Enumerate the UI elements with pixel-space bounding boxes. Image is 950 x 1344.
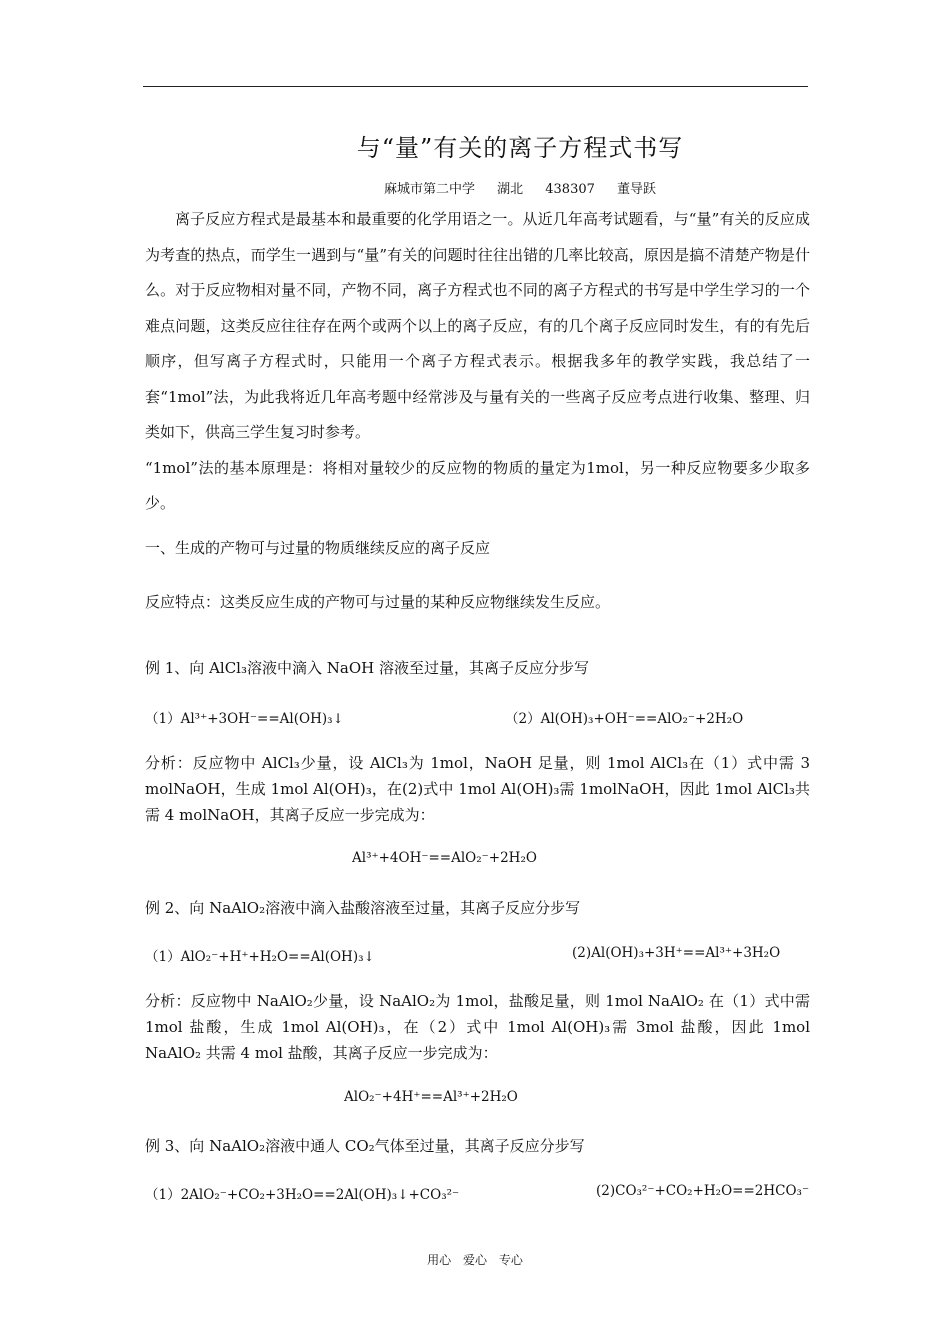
intro-block [145,202,810,522]
principle-paragraph: “1mol”法的基本原理是：将相对量较少的反应物的物质的量定为1mol，另一种反应物要多少取多少。 [145,458,810,512]
byline-school: 麻城市第二中学 [383,182,475,197]
byline-postcode: 438307 [545,182,595,197]
example2-step2: (2)Al(OH)₃+3H⁺==Al³⁺+3H₂O [572,945,781,961]
section1-heading: 一、生成的产物可与过量的物质继续反应的离子反应 [145,539,491,557]
footer-item: 用心 [427,1253,452,1267]
page-footer [0,1251,950,1268]
page-title: 与“量”有关的离子方程式书写 [356,134,684,162]
header-rule [143,86,808,87]
example3-step2: (2)CO₃²⁻+CO₂+H₂O==2HCO₃⁻ [596,1183,810,1199]
example1-analysis: 分析：反应物中 AlCl₃少量，设 AlCl₃为 1mol，NaOH 足量，则 1mol AlCl₃在（1）式中需 3 molNaOH，生成 1mol Al(OH)₃，在(2)式中 1mol Al(OH)₃需 1molNaOH，因此 1mol AlCl₃共需 4 molNaOH，其离子反应一步完成为： [145,754,810,824]
example2-analysis: 分析：反应物中 NaAlO₂少量，设 NaAlO₂为 1mol，盐酸足量，则 1mol NaAlO₂ 在（1）式中需 1mol 盐酸，生成 1mol Al(OH)₃，在（2）式中 1mol Al(OH)₃需 3mol 盐酸，因此 1mol NaAlO₂ 共需 4 mol 盐酸，其离子反应一步完成为： [145,992,810,1062]
example1-overall: Al³⁺+4OH⁻==AlO₂⁻+2H₂O [352,850,537,866]
byline-province: 湖北 [497,182,524,197]
example2-step1: （1）AlO₂⁻+H⁺+H₂O==Al(OH)₃↓ [145,949,375,965]
intro-paragraph: 离子反应方程式是最基本和最重要的化学用语之一。从近几年高考试题看，与“量”有关的反应成为考查的热点，而学生一遇到与“量”有关的问题时往往出错的几率比较高，原因是搞不清楚产物是什么。对于反应物相对量不同，产物不同，离子方程式也不同的离子方程式的书写是中学生学习的一个难点问题，这类反应往往存在两个或两个以上的离子反应，有的几个离子反应同时发生，有的有先后顺序，但写离子方程式时，只能用一个离子方程式表示。根据我多年的教学实践，我总结了一套“1mol”法，为此我将近几年高考题中经常涉及与量有关的一些离子反应考点进行收集、整理、归类如下，供高三学生复习时参考。 [145,210,810,441]
section1-feature: 反应特点：这类反应生成的产物可与过量的某种反应物继续发生反应。 [145,593,611,611]
example3-title: 例 3、向 NaAlO₂溶液中通人 CO₂气体至过量，其离子反应分步写 [145,1137,585,1155]
byline-author: 董导跃 [617,182,657,197]
byline [0,178,950,197]
footer-item: 爱心 [462,1253,487,1267]
example2-title: 例 2、向 NaAlO₂溶液中滴入盐酸溶液至过量，其离子反应分步写 [145,899,581,917]
example2-overall: AlO₂⁻+4H⁺==Al³⁺+2H₂O [344,1089,518,1105]
example1-step1: （1）Al³⁺+3OH⁻==Al(OH)₃↓ [145,711,344,727]
example3-step1: （1）2AlO₂⁻+CO₂+3H₂O==2Al(OH)₃↓+CO₃²⁻ [145,1187,460,1203]
footer-item: 专心 [498,1253,523,1267]
example1-step2: （2）Al(OH)₃+OH⁻==AlO₂⁻+2H₂O [505,711,744,727]
example1-title: 例 1、向 AlCl₃溶液中滴入 NaOH 溶液至过量，其离子反应分步写 [145,659,589,677]
